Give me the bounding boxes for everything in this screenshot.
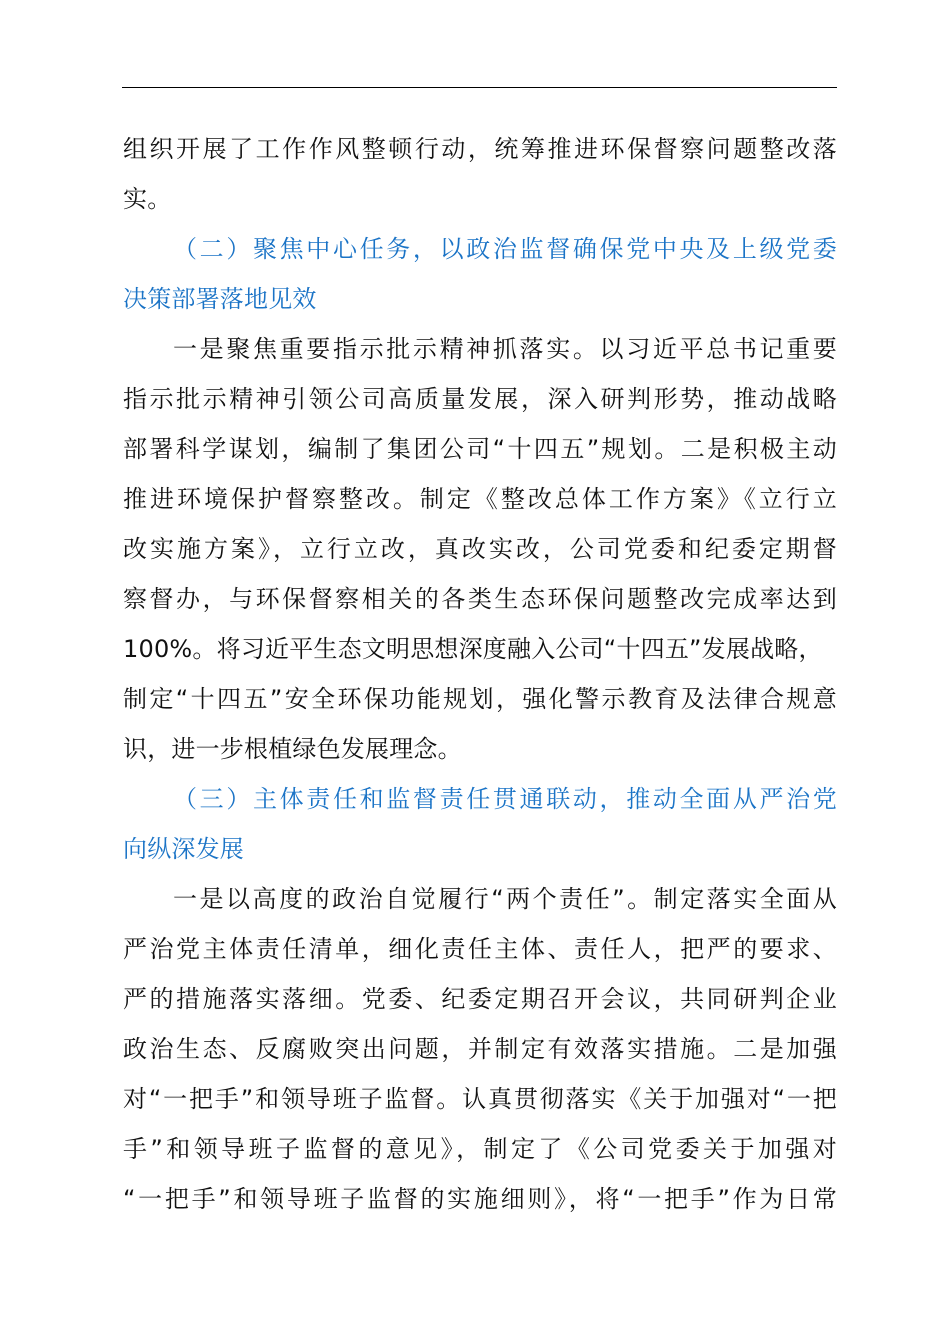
paragraph-line: 政治生态、反腐败突出问题，并制定有效落实措施。二是加强 [123,1035,837,1063]
section-heading: （二）聚焦中心任务，以政治监督确保党中央及上级党委 [173,235,837,263]
paragraph-line: 严的措施落实落细。党委、纪委定期召开会议，共同研判企业 [123,985,837,1013]
paragraph-line: 手”和领导班子监督的意见》，制定了《公司党委关于加强对 [123,1135,837,1163]
section-heading: 向纵深发展 [123,835,244,863]
paragraph-line: 对“一把手”和领导班子监督。认真贯彻落实《关于加强对“一把 [123,1085,837,1113]
paragraph-line: 制定“十四五”安全环保功能规划，强化警示教育及法律合规意 [123,685,837,713]
section-heading: 决策部署落地见效 [123,285,317,313]
paragraph-line: 一是聚焦重要指示批示精神抓落实。以习近平总书记重要 [173,335,837,363]
paragraph-line: 识，进一步根植绿色发展理念。 [123,735,462,763]
paragraph-line: 100%。将习近平生态文明思想深度融入公司“十四五”发展战略， [123,635,823,663]
paragraph-line: 察督办，与环保督察相关的各类生态环保问题整改完成率达到 [123,585,837,613]
header-rule [122,87,837,88]
paragraph-line: 实。 [123,185,172,213]
paragraph-line: “一把手”和领导班子监督的实施细则》，将“一把手”作为日常 [123,1185,837,1213]
section-heading: （三）主体责任和监督责任贯通联动，推动全面从严治党 [173,785,837,813]
paragraph-line: 推进环境保护督察整改。制定《整改总体工作方案》《立行立 [123,485,837,513]
paragraph-line: 改实施方案》，立行立改，真改实改，公司党委和纪委定期督 [123,535,837,563]
paragraph-line: 严治党主体责任清单，细化责任主体、责任人，把严的要求、 [123,935,837,963]
paragraph-line: 一是以高度的政治自觉履行“两个责任”。制定落实全面从 [173,885,837,913]
document-body [123,124,837,1224]
paragraph-line: 组织开展了工作作风整顿行动，统筹推进环保督察问题整改落 [123,135,837,163]
paragraph-line: 部署科学谋划，编制了集团公司“十四五”规划。二是积极主动 [123,435,837,463]
paragraph-line: 指示批示精神引领公司高质量发展，深入研判形势，推动战略 [123,385,837,413]
